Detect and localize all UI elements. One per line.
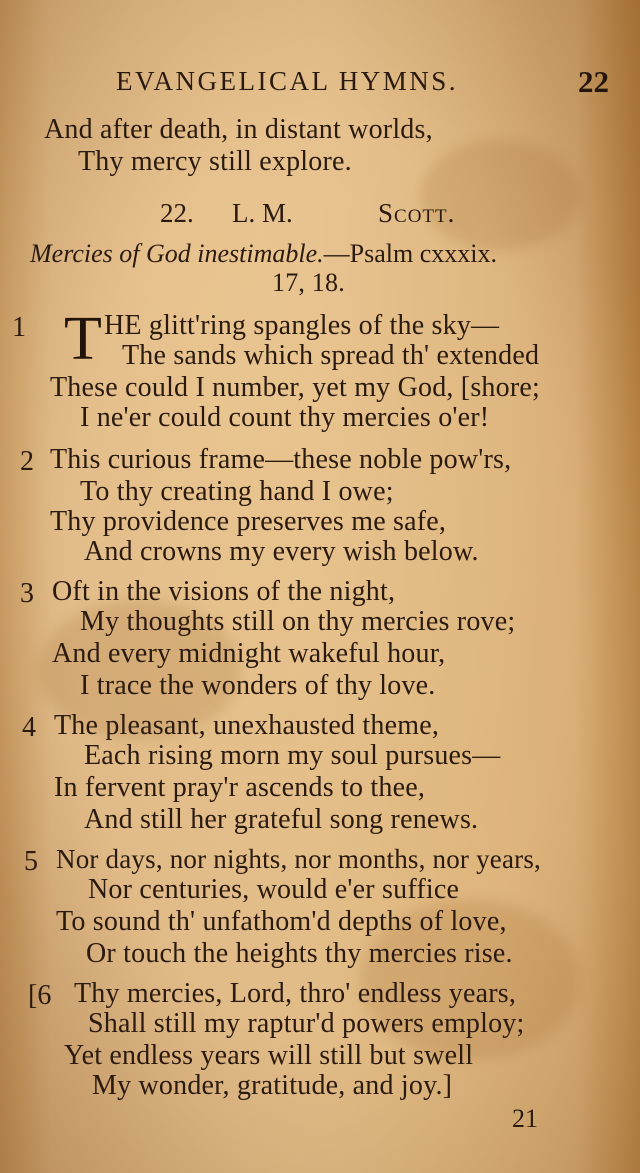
verse-line: The pleasant, unexhausted theme, [54,710,440,741]
verse-line: HE glitt'ring spangles of the sky— [104,310,500,341]
hymn-number: 22. [160,198,194,228]
hymn-subtitle [30,239,497,269]
drop-cap: T [64,305,102,373]
paper-stain [420,140,580,250]
verse-line: Nor centuries, would e'er suffice [88,874,460,905]
verse-line: Shall still my raptur'd powers employ; [88,1008,525,1039]
verse-line: And crowns my every wish below. [84,536,479,567]
verse-line: These could I number, yet my God, [shore; [50,372,540,403]
signature-mark: 21 [512,1104,538,1133]
subtitle-verses: 17, 18. [272,268,345,297]
verse-line: I trace the wonders of thy love. [80,670,436,701]
verse-line: Nor days, nor nights, nor months, nor years, [56,844,541,874]
continuation-line: Thy mercy still explore. [78,146,352,177]
verse-line: To sound th' unfathom'd depths of love, [56,906,507,937]
verse-line: Yet endless years will still but swell [64,1040,474,1071]
subtitle-title: Mercies of God inestimable. [30,239,324,268]
verse-line: And every midnight wakeful hour, [52,638,446,669]
verse-line: Thy mercies, Lord, thro' endless years, [74,978,517,1009]
stanza-number: 5 [24,846,38,877]
stanza-number: 4 [22,712,36,743]
stanza-number: 1 [12,312,26,343]
hymn-meter: L. M. [232,198,293,228]
subtitle-reference: —Psalm cxxxix. [323,239,497,268]
verse-line: The sands which spread th' extended [122,340,540,371]
verse-line: My thoughts still on thy mercies rove; [80,606,516,637]
verse-line: Or touch the heights thy mercies rise. [86,938,513,969]
verse-line: And still her grateful song renews. [84,804,479,835]
page-number: 22 [578,64,609,99]
verse-line: My wonder, gratitude, and joy.] [92,1070,453,1101]
stanza-number: 2 [20,446,34,477]
verse-line: I ne'er could count thy mercies o'er! [80,402,490,433]
running-head: EVANGELICAL HYMNS. [116,66,458,96]
verse-line: Oft in the visions of the night, [52,576,396,607]
verse-line: To thy creating hand I owe; [80,476,394,507]
verse-line: Each rising morn my soul pursues— [84,740,501,771]
verse-line: This curious frame—these noble pow'rs, [50,444,512,475]
continuation-line: And after death, in distant worlds, [44,114,433,145]
verse-line: In fervent pray'r ascends to thee, [54,772,426,803]
verse-line: Thy providence preserves me safe, [50,506,447,537]
stanza-number: 3 [20,578,34,609]
stanza-number: [6 [28,980,52,1011]
hymn-author: Scott. [378,198,456,228]
